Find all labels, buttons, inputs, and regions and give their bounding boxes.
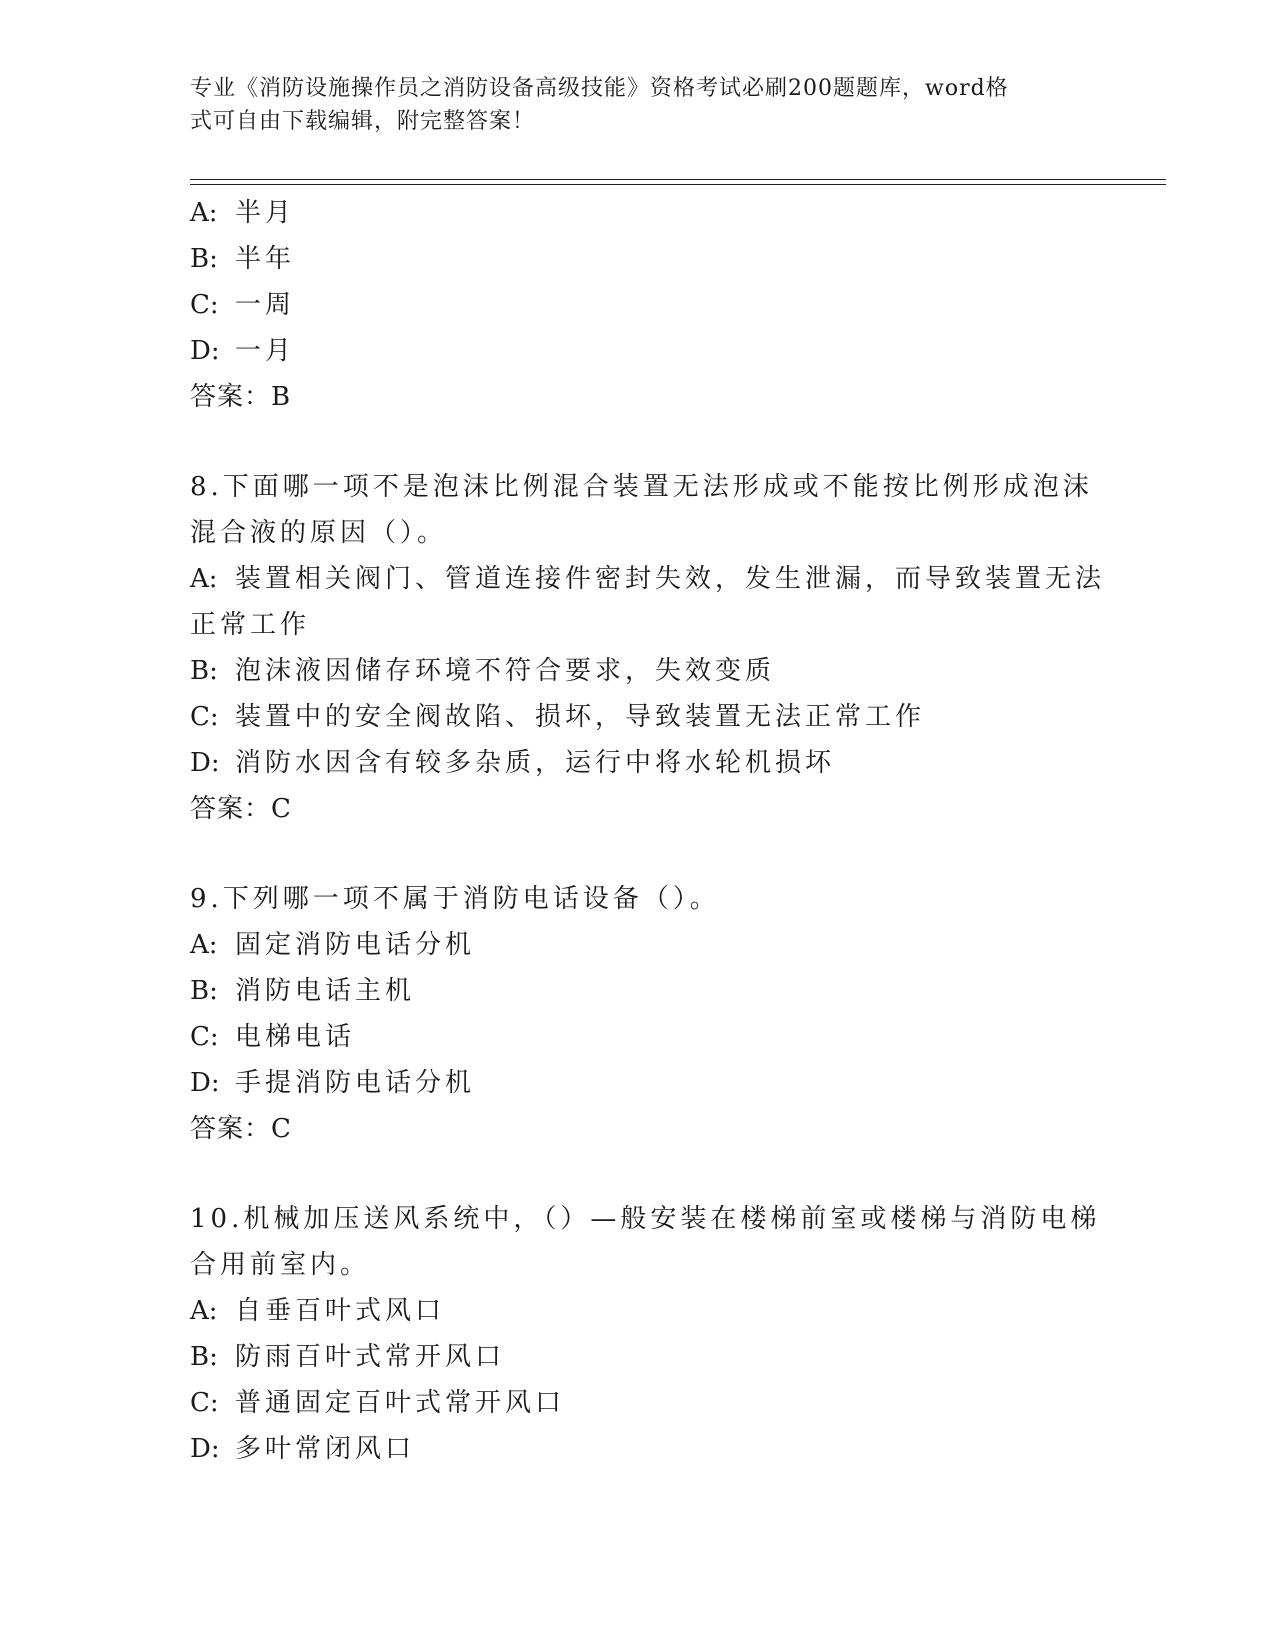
header-divider-top [190,179,1166,180]
question-7 [190,190,1090,420]
question-stem-cont: 合用前室内。 [190,1250,371,1280]
option-a: A: 装置相关阀门、管道连接件密封失效，发生泄漏，而导致装置无法 [190,564,1106,594]
option-d: D: 手提消防电话分机 [190,1068,476,1098]
option-a: A: 固定消防电话分机 [190,930,476,960]
question-stem: 8.下面哪一项不是泡沫比例混合装置无法形成或不能按比例形成泡沫 [190,472,1093,502]
option-c: C: 装置中的安全阀故陷、损坏，导致装置无法正常工作 [190,702,926,732]
option-b: B: 消防电话主机 [190,976,416,1006]
question-stem: 9.下列哪一项不属于消防电话设备（）。 [190,884,720,914]
option-a-cont: 正常工作 [190,610,311,640]
question-stem-cont: 混合液的原因（）。 [190,518,448,548]
option-b: B: 半年 [190,244,296,274]
option-b: B: 防雨百叶式常开风口 [190,1342,506,1372]
document-header [190,72,1070,138]
option-c: C: 一周 [190,290,296,320]
question-list [190,190,1106,1472]
header-line-1: 专业《消防设施操作员之消防设备高级技能》资格考试必刷200题题库，word格 [190,76,1009,101]
header-divider-bottom [190,184,1166,185]
option-a: A: 半月 [190,198,296,228]
option-b: B: 泡沫液因储存环境不符合要求，失效变质 [190,656,776,686]
option-d: D: 一月 [190,336,296,366]
option-d: D: 多叶常闭风口 [190,1434,416,1464]
question-stem: 10.机械加压送风系统中，（）—般安装在楼梯前室或楼梯与消防电梯 [190,1204,1101,1234]
answer: 答案：C [190,794,292,824]
question-8 [190,464,1106,832]
option-c: C: 电梯电话 [190,1022,356,1052]
option-c: C: 普通固定百叶式常开风口 [190,1388,566,1418]
question-10 [190,1196,1101,1472]
question-9 [190,876,1090,1152]
header-line-2: 式可自由下载编辑，附完整答案！ [190,109,536,134]
answer: 答案：C [190,1114,292,1144]
answer: 答案：B [190,382,292,412]
option-a: A: 自垂百叶式风口 [190,1296,446,1326]
option-d: D: 消防水因含有较多杂质，运行中将水轮机损坏 [190,748,836,778]
